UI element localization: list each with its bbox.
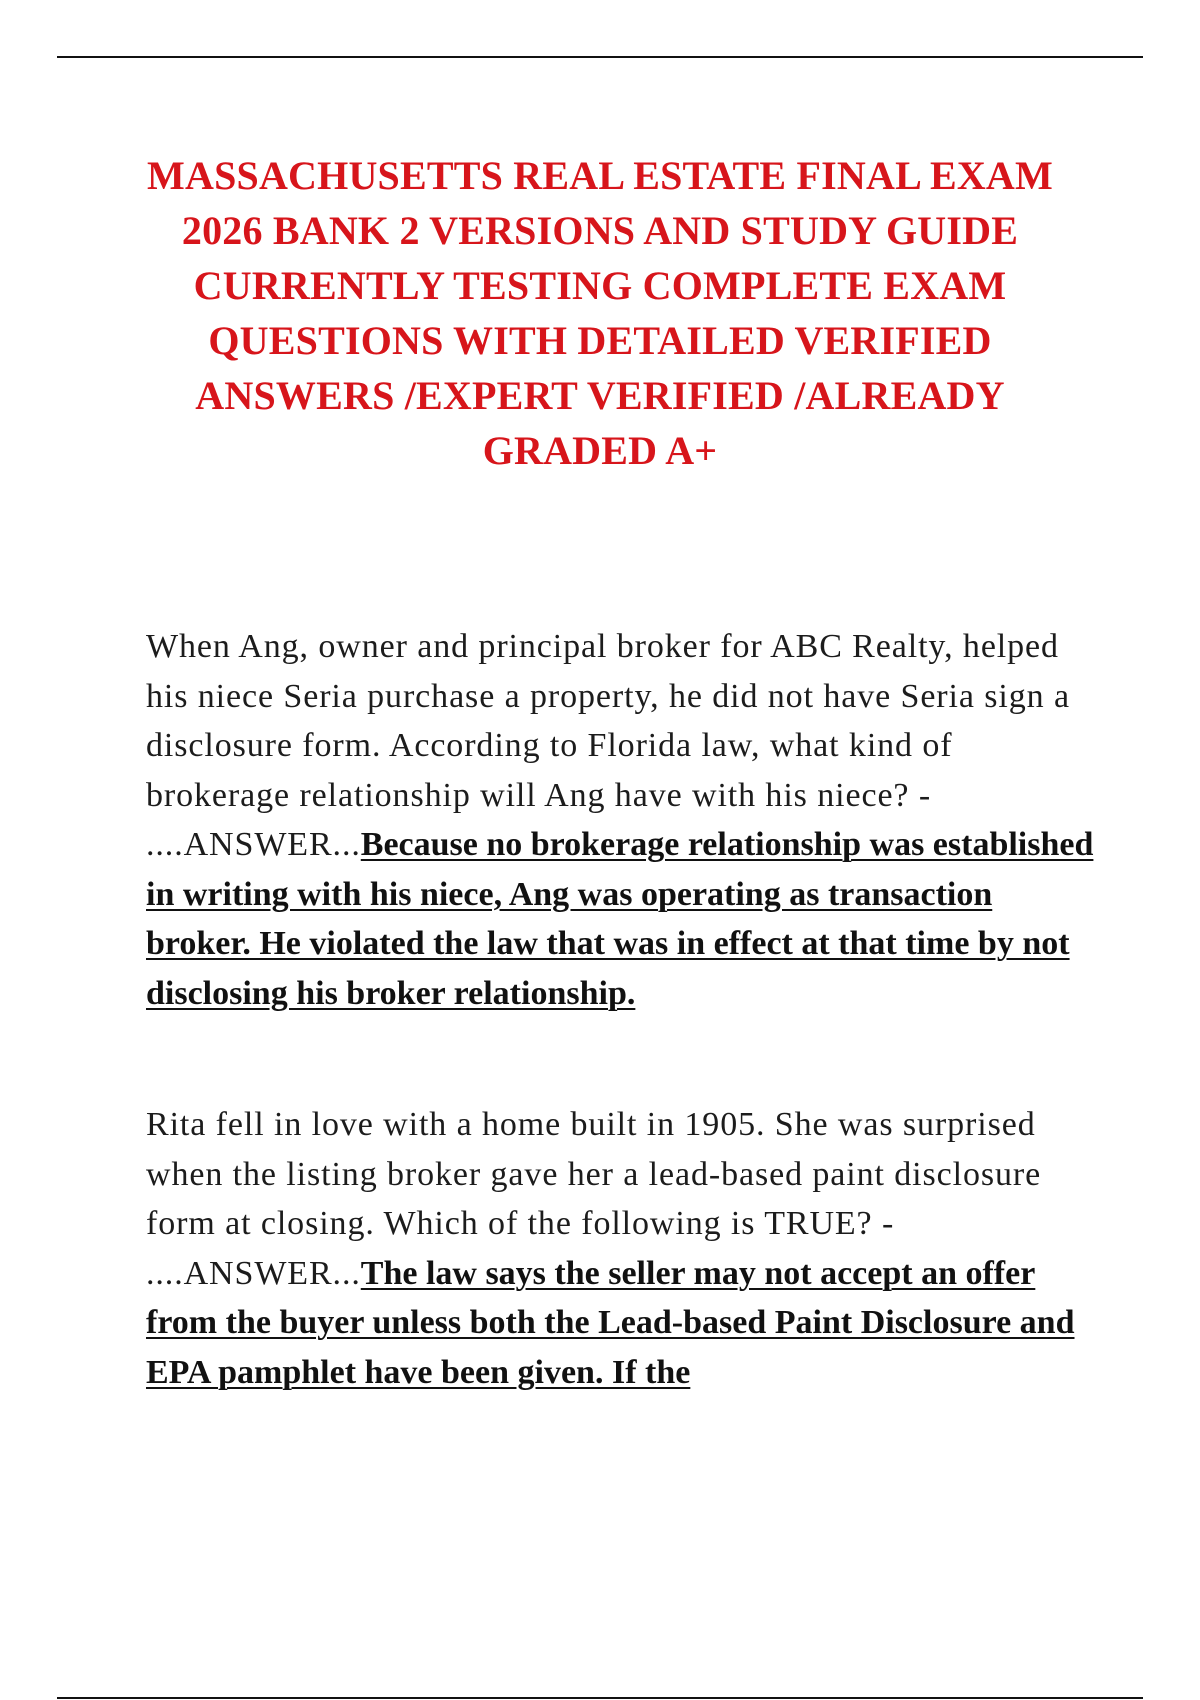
- top-rule: [57, 56, 1143, 58]
- answer-marker: - ....ANSWER...: [146, 1205, 895, 1292]
- qa-item-2: [146, 1100, 1096, 1397]
- answer-text: Because no brokerage relationship was established in writing with his niece, Ang was operating as transaction broker. He violated the law that was in effect at that time by not disclosing his broker relationship.: [146, 826, 1094, 1012]
- qa-item-1: [146, 622, 1096, 1018]
- question-text: Rita fell in love with a home built in 1905. She was surprised when the listing broker gave her a lead-based paint disclosure form at closing. Which of the following is TRUE?: [146, 1106, 1042, 1242]
- question-text: When Ang, owner and principal broker for ABC Realty, helped his niece Seria purchase a property, he did not have Seria sign a disclosure form. According to Florida law, what kind of brokerage relationship will Ang have with his niece?: [146, 628, 1070, 814]
- document-title: MASSACHUSETTS REAL ESTATE FINAL EXAM 2026 BANK 2 VERSIONS AND STUDY GUIDE CURRENTLY TESTING COMPLETE EXAM QUESTIONS WITH DETAILED VERIFIED ANSWERS /EXPERT VERIFIED /ALREADY GRADED A+: [147, 153, 1053, 473]
- answer-text: The law says the seller may not accept an offer from the buyer unless both the Lead-based Paint Disclosure and EPA pamphlet have been given. If the: [146, 1254, 1075, 1391]
- bottom-rule: [57, 1697, 1143, 1699]
- answer-marker: - ....ANSWER...: [146, 776, 932, 863]
